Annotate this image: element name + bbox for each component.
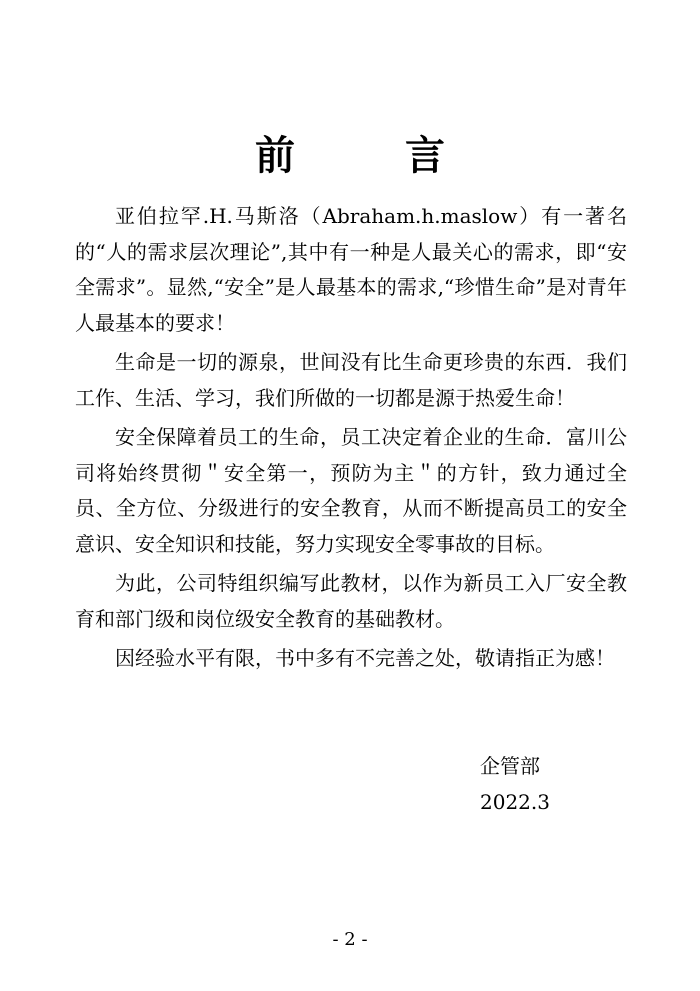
signature-date: 2022.3 xyxy=(480,790,550,814)
paragraph-3: 安全保障着员工的生命，员工决定着企业的生命．富川公司将始终贯彻＂安全第一，预防为主＂的方针，致力通过全员、全方位、分级进行的安全教育，从而不断提高员工的安全意识、安全知识和技能，努力实现安全零事故的目标。 xyxy=(75,425,627,556)
body-text xyxy=(75,199,627,681)
signature-block xyxy=(480,748,550,820)
page-title: 前 言 xyxy=(255,132,493,179)
paragraph-1: 亚伯拉罕.H.马斯洛（Abraham.h.maslow）有一著名的“人的需求层次理论”,其中有一种是人最关心的需求，即“安全需求”。显然,“安全”是人最基本的需求,“珍惜生命”是对青年人最基本的要求！ xyxy=(75,204,627,335)
paragraph-2: 生命是一切的源泉，世间没有比生命更珍贵的东西．我们工作、生活、学习，我们所做的一切都是源于热爱生命！ xyxy=(75,350,627,410)
page-number: - 2 - xyxy=(332,929,368,950)
paragraph-4: 为此，公司特组织编写此教材，以作为新员工入厂安全教育和部门级和岗位级安全教育的基础教材。 xyxy=(75,571,627,631)
signature-department: 企管部 xyxy=(480,754,540,778)
paragraph-5: 因经验水平有限，书中多有不完善之处，敬请指正为感！ xyxy=(115,646,615,670)
